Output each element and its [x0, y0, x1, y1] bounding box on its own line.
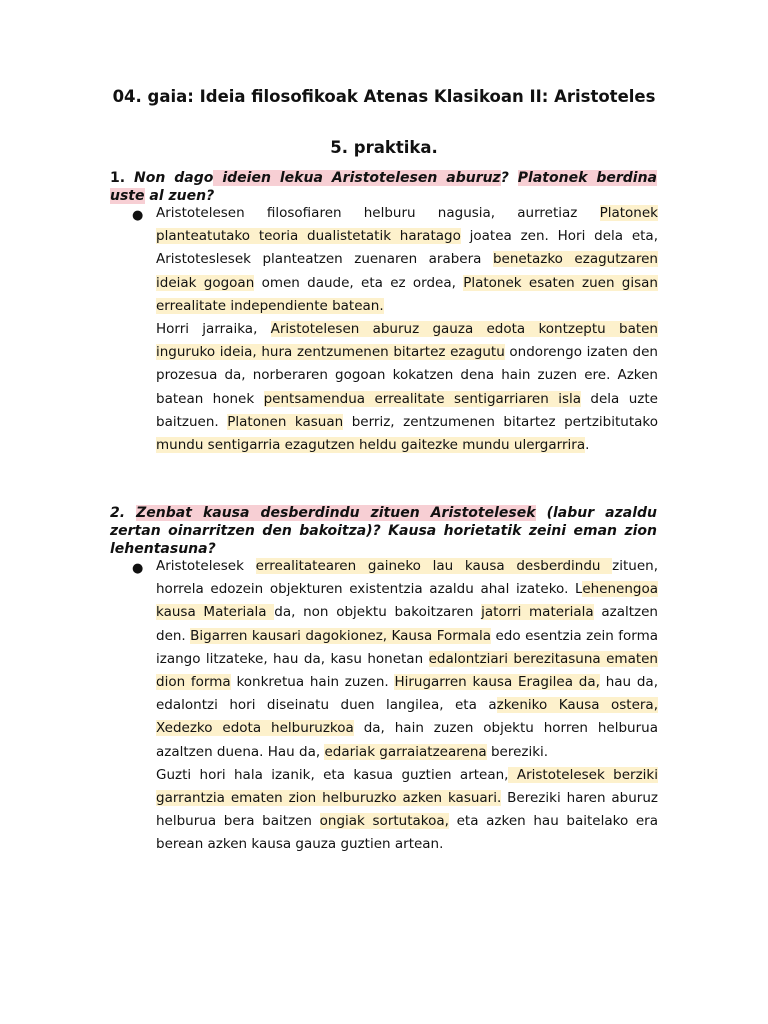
answer-highlight: edariak garraiatzearena — [324, 743, 487, 760]
answer-highlight: Hirugarren kausa Eragilea da, — [394, 674, 600, 691]
question-1-number: 1. — [110, 170, 126, 186]
answer-text: omen daude, eta ez ordea, — [254, 274, 464, 291]
answer-2 — [156, 555, 658, 857]
answer-text: da, hain zuzen objektu horren helburua azaltzen duena. Hau da, — [156, 720, 658, 760]
answer-highlight: Platonek planteatutako teoria dualistetatik haratago — [156, 205, 658, 245]
answer-highlight: pentsamendua errealitate sentigarriaren isla — [263, 390, 582, 407]
question-1 — [110, 169, 657, 205]
question-1-highlight: Platonek berdina uste — [110, 170, 657, 204]
answer-text: zituen, horrela edozein objekturen existentzia azaldu ahal izateko. L — [156, 558, 659, 598]
answer-1 — [156, 202, 658, 457]
answer-text: berriz, zentzumenen bitartez pertzibitutako — [343, 413, 658, 430]
answer-1-paragraph-1 — [156, 202, 658, 318]
answer-1-paragraph-2 — [156, 318, 658, 457]
answer-text: bereziki. — [486, 743, 549, 760]
answer-text: konkretua hain zuzen. — [230, 674, 395, 691]
answer-highlight: Platonen kasuan — [227, 413, 344, 430]
answer-text: da, non objektu bakoitzaren — [274, 604, 482, 621]
answer-highlight: edalontziari berezitasuna ematen dion forma — [156, 650, 658, 691]
answer-text: eta azken hau baitelako era berean azken kausa gauza guztien artean. — [156, 813, 659, 853]
answer-highlight: ongiak sortutakoa, — [319, 813, 449, 830]
answer-highlight: Platonek esaten zuen gisan errealitate independiente batean. — [156, 274, 658, 314]
bullet-icon: ● — [132, 208, 144, 223]
answer-text: ondorengo izaten den prozesua da, norberaren gogoan kokatzen dena hain zuzen ere. Azken batean honek — [156, 344, 658, 407]
answer-highlight: zkeniko Kausa ostera, Xedezko edota helburuzkoa — [156, 697, 658, 737]
answer-text: Guzti hori hala izanik, eta kasua guztien artean, — [156, 766, 509, 783]
question-2-text — [125, 505, 136, 521]
question-1-text: Non dago — [125, 170, 214, 186]
question-2-text: (labur azaldu zertan oinarritzen den bakoitza)? Kausa horietatik zeini eman zion lehentasuna? — [110, 505, 657, 557]
question-1-text: ? — [500, 170, 518, 186]
question-1-text: al zuen? — [144, 188, 215, 204]
answer-text: azaltzen den. — [156, 604, 658, 644]
answer-text: Horri jarraika, — [156, 321, 271, 338]
answer-highlight: ehenengoa kausa Materiala — [156, 581, 658, 621]
bullet-icon: ● — [132, 561, 144, 576]
answer-text: joatea zen. Hori dela eta, Aristoteslesek planteatzen zuenaren arabera — [156, 228, 658, 268]
answer-highlight: Bigarren kausari dagokionez, Kausa Formala — [190, 627, 492, 644]
answer-highlight: Aristotelesen aburuz gauza edota kontzeptu baten inguruko ideia, hura zentzumenen bitartez ezagutu — [156, 321, 658, 361]
question-1-highlight: ideien lekua Aristotelesen aburuz — [213, 170, 501, 186]
answer-highlight: errealitatearen gaineko lau kausa desberdindu — [255, 558, 613, 574]
question-2 — [110, 504, 657, 558]
answer-2-paragraph-1 — [156, 555, 658, 764]
answer-2-paragraph-2 — [156, 764, 658, 857]
answer-text: Aristotelesen filosofiaren helburu nagusia, aurretiaz — [156, 205, 600, 221]
answer-text: . — [585, 437, 590, 454]
answer-text: Aristotelesek — [156, 558, 256, 574]
question-2-number: 2. — [110, 505, 126, 521]
answer-highlight: jatorri materiala — [481, 604, 594, 621]
answer-highlight: Aristotelesek berziki garrantzia ematen zion helburuzko azken kasuari. — [156, 766, 658, 807]
question-2-highlight: Zenbat kausa desberdindu zituen Aristotelesek — [136, 505, 536, 521]
answer-text: edo esentzia zein forma izango litzateke, hau da, kasu honetan — [156, 627, 659, 667]
document-subtitle: 5. praktika. — [330, 138, 438, 157]
answer-text: Bereziki haren aburuz helburua bera baitzen — [156, 790, 658, 830]
document-title: 04. gaia: Ideia filosofikoak Atenas Klasikoan II: Aristoteles — [112, 87, 656, 106]
answer-highlight: benetazko ezagutzaren ideiak gogoan — [156, 251, 658, 291]
answer-text: hau da, edalontzi hori diseinatu duen langilea, eta a — [156, 674, 658, 714]
answer-text: dela uzte baitzuen. — [156, 390, 658, 430]
answer-highlight: mundu sentigarria ezagutzen heldu gaitezke mundu ulergarrira — [156, 437, 586, 454]
